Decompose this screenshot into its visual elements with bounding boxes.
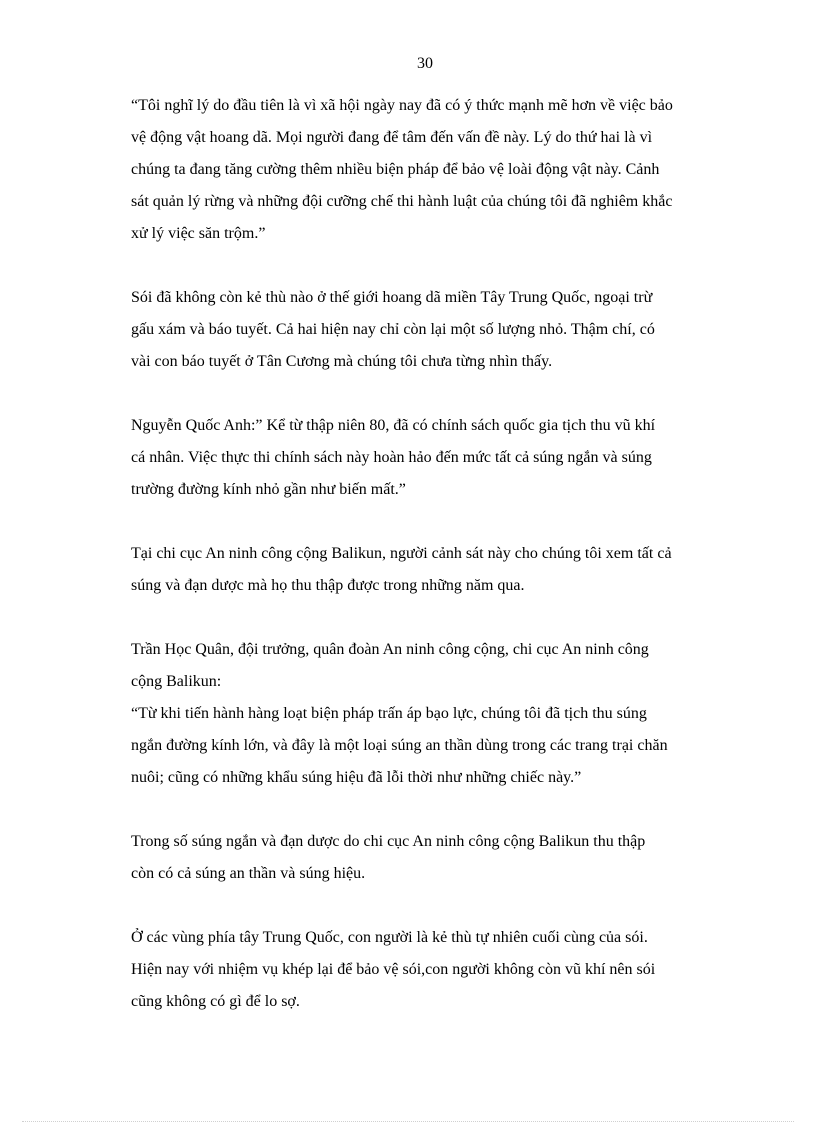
text-line: Nguyễn Quốc Anh:” Kể từ thập niên 80, đã có chính sách quốc gia tịch thu vũ khí bbox=[131, 417, 656, 434]
text-line: Sói đã không còn kẻ thù nào ở thế giới hoang dã miền Tây Trung Quốc, ngoại trừ bbox=[131, 289, 653, 306]
paragraph-4 bbox=[131, 538, 731, 602]
text-line: cá nhân. Việc thực thi chính sách này hoàn hảo đến mức tất cả súng ngắn và súng bbox=[131, 449, 652, 466]
paragraph-7 bbox=[131, 922, 731, 1018]
text-line: Trong số súng ngắn và đạn dược do chi cục An ninh công cộng Balikun thu thập bbox=[131, 833, 646, 850]
text-line: vài con báo tuyết ở Tân Cương mà chúng tôi chưa từng nhìn thấy. bbox=[131, 353, 553, 370]
text-line: Hiện nay với nhiệm vụ khép lại để bảo vệ sói,con người không còn vũ khí nên sói bbox=[131, 961, 656, 978]
paragraph-1 bbox=[131, 90, 731, 250]
page-bottom-rule bbox=[22, 1121, 794, 1122]
document-body bbox=[131, 90, 731, 1018]
text-line: súng và đạn dược mà họ thu thập được trong những năm qua. bbox=[131, 577, 525, 594]
text-line: cộng Balikun: bbox=[131, 673, 222, 690]
text-line: xử lý việc săn trộm.” bbox=[131, 225, 266, 242]
text-line: chúng ta đang tăng cường thêm nhiều biện pháp để bảo vệ loài động vật này. Cảnh bbox=[131, 161, 660, 178]
text-line: ngắn đường kính lớn, và đây là một loại súng an thần dùng trong các trang trại chăn bbox=[131, 737, 668, 754]
text-line: Tại chi cục An ninh công cộng Balikun, người cảnh sát này cho chúng tôi xem tất cả bbox=[131, 545, 672, 562]
paragraph-6 bbox=[131, 826, 731, 890]
page-number: 30 bbox=[417, 55, 433, 72]
text-line: vệ động vật hoang dã. Mọi người đang để tâm đến vấn đề này. Lý do thứ hai là vì bbox=[131, 129, 653, 146]
text-line: Trần Học Quân, đội trưởng, quân đoàn An ninh công cộng, chi cục An ninh công bbox=[131, 641, 649, 658]
paragraph-3 bbox=[131, 410, 731, 506]
text-line: “Từ khi tiến hành hàng loạt biện pháp trấn áp bạo lực, chúng tôi đã tịch thu súng bbox=[131, 705, 647, 722]
text-line: nuôi; cũng có những khẩu súng hiệu đã lỗi thời như những chiếc này.” bbox=[131, 769, 582, 786]
text-line: sát quản lý rừng và những đội cưỡng chế thi hành luật của chúng tôi đã nghiêm khắc bbox=[131, 193, 673, 210]
text-line: còn có cả súng an thần và súng hiệu. bbox=[131, 865, 366, 882]
text-line: gấu xám và báo tuyết. Cả hai hiện nay chỉ còn lại một số lượng nhỏ. Thậm chí, có bbox=[131, 321, 655, 338]
text-line: cũng không có gì để lo sợ. bbox=[131, 993, 300, 1010]
text-line: “Tôi nghĩ lý do đầu tiên là vì xã hội ngày nay đã có ý thức mạnh mẽ hơn về việc bảo bbox=[131, 97, 673, 114]
paragraph-2 bbox=[131, 282, 731, 378]
paragraph-5 bbox=[131, 634, 731, 794]
text-line: Ở các vùng phía tây Trung Quốc, con người là kẻ thù tự nhiên cuối cùng của sói. bbox=[131, 929, 648, 946]
text-line: trường đường kính nhỏ gần như biến mất.” bbox=[131, 481, 406, 498]
